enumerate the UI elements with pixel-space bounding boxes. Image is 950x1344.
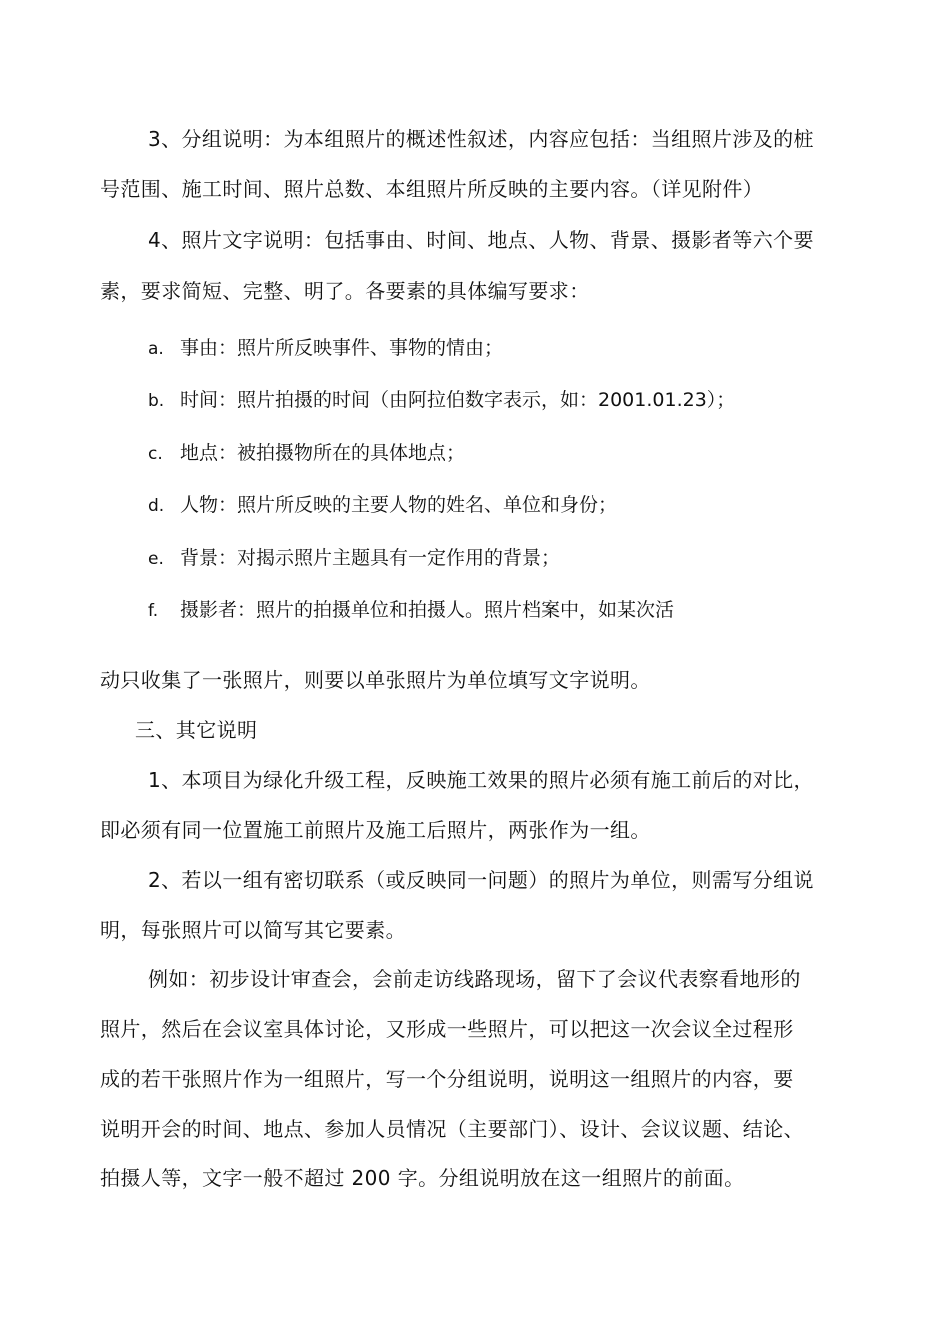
list-item-e — [148, 543, 560, 574]
example-line-1: 例如：初步设计审查会，会前走访线路现场，留下了会议代表察看地形的 — [148, 967, 801, 991]
list-marker: a. — [148, 339, 164, 359]
list-marker: e. — [148, 549, 164, 569]
item-2-line-2: 明，每张照片可以简写其它要素。 — [100, 918, 406, 942]
example-line-5: 拍摄人等，文字一般不超过 200 字。分组说明放在这一组照片的前面。 — [100, 1166, 745, 1190]
item-1-line-2: 即必须有同一位置施工前照片及施工后照片，两张作为一组。 — [100, 818, 651, 842]
list-item-text: 地点：被拍摄物所在的具体地点； — [180, 442, 466, 464]
list-marker: d. — [148, 496, 165, 516]
list-item-text: 摄影者：照片的拍摄单位和拍摄人。照片档案中，如某次活 — [180, 599, 675, 621]
list-item-text: 人物：照片所反映的主要人物的姓名、单位和身份； — [180, 494, 618, 516]
item-1-line-1: 1、本项目为绿化升级工程，反映施工效果的照片必须有施工前后的对比， — [148, 768, 814, 792]
example-line-4: 说明开会的时间、地点、参加人员情况（主要部门）、设计、会议议题、结论、 — [100, 1117, 804, 1141]
example-line-3: 成的若干张照片作为一组照片，写一个分组说明，说明这一组照片的内容，要 — [100, 1067, 794, 1091]
list-continuation: 动只收集了一张照片，则要以单张照片为单位填写文字说明。 — [100, 668, 651, 692]
list-item-text: 时间：照片拍摄的时间（由阿拉伯数字表示，如：2001.01.23）； — [180, 389, 736, 411]
list-marker: f. — [148, 601, 159, 621]
list-item-text: 背景：对揭示照片主题具有一定作用的背景； — [180, 547, 561, 569]
list-item-a — [148, 333, 503, 364]
paragraph-4-line-2: 素，要求简短、完整、明了。各要素的具体编写要求： — [100, 279, 590, 303]
list-marker: c. — [148, 444, 163, 464]
list-marker: b. — [148, 391, 165, 411]
list-item-f — [148, 595, 674, 626]
paragraph-4-line-1: 4、照片文字说明：包括事由、时间、地点、人物、背景、摄影者等六个要 — [148, 228, 814, 252]
paragraph-3-line-2: 号范围、施工时间、照片总数、本组照片所反映的主要内容。（详见附件） — [100, 177, 764, 201]
example-line-2: 照片，然后在会议室具体讨论，又形成一些照片，可以把这一次会议全过程形 — [100, 1017, 794, 1041]
list-item-b — [148, 385, 735, 416]
list-item-c — [148, 438, 465, 469]
item-2-line-1: 2、若以一组有密切联系（或反映同一问题）的照片为单位，则需写分组说 — [148, 868, 814, 892]
section-heading: 三、其它说明 — [135, 718, 258, 742]
paragraph-3-line-1: 3、分组说明：为本组照片的概述性叙述，内容应包括：当组照片涉及的桩 — [148, 127, 814, 151]
list-item-d — [148, 490, 617, 521]
list-item-text: 事由：照片所反映事件、事物的情由； — [180, 337, 504, 359]
